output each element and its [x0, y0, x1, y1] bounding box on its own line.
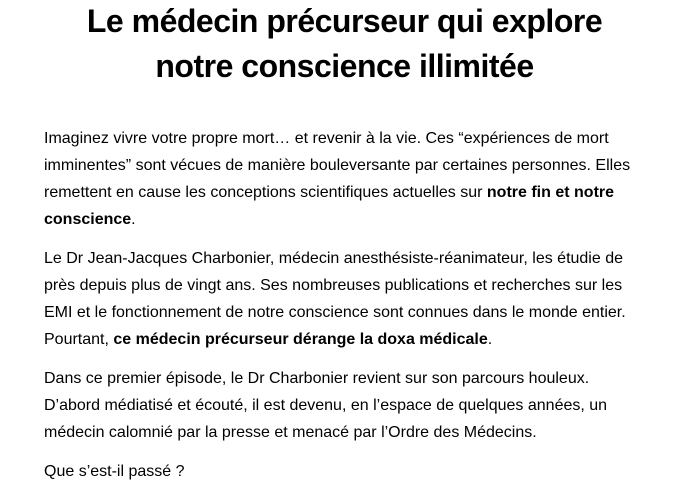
body-text: . — [487, 331, 493, 348]
paragraph — [44, 365, 646, 446]
bold-text: notre fin et notre conscience — [44, 184, 615, 228]
paragraph — [44, 245, 646, 353]
paragraph — [44, 125, 646, 233]
body-text: Le Dr Jean-Jacques Charbonier, médecin anesthésiste-réanimateur, les étudie de près depuis plus de vingt ans. Ses nombreuses publications et recherches sur les EMI et le fonctionnement de notre conscience sont connues dans le monde entier. Pourtant, — [44, 250, 626, 348]
paragraph — [44, 458, 646, 485]
body-text: Que s’est-il passé ? — [44, 463, 185, 480]
bold-text: ce médecin précurseur dérange la doxa médicale — [113, 331, 488, 348]
body-text: Imaginez vivre votre propre mort… et revenir à la vie. Ces “expériences de mort imminentes” sont vécues de manière bouleversante par certaines personnes. Elles remettent en cause les conceptions scientifiques actuelles sur — [44, 130, 631, 201]
body-text: Dans ce premier épisode, le Dr Charbonier revient sur son parcours houleux. D’abord médiatisé et écouté, il est devenu, en l’espace de quelques années, un médecin calomnié par la presse et menacé par l’Ordre des Médecins. — [44, 370, 608, 441]
article-body — [44, 125, 646, 485]
article-title: Le médecin précurseur qui explore notre conscience illimitée — [86, 3, 603, 84]
body-text: . — [131, 211, 136, 228]
